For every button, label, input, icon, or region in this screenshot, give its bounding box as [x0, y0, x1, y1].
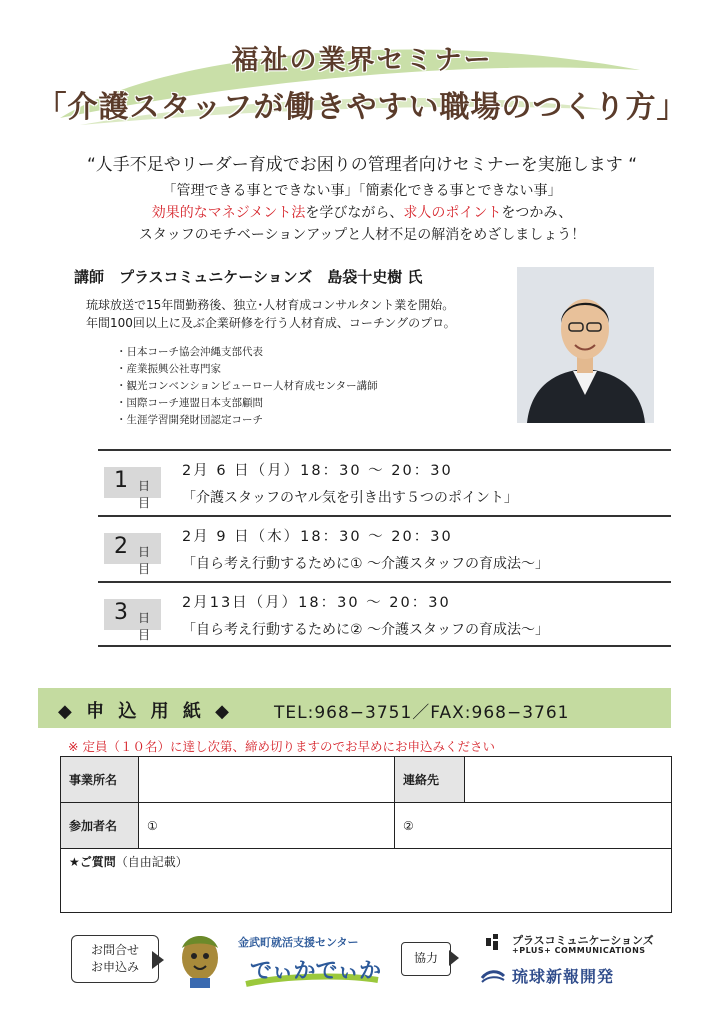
intro-highlight-management: 効果的なマネジメント法	[151, 205, 306, 221]
lead-text: “人手不足やリーダー育成でお困りの管理者向けセミナーを実施します “	[86, 155, 638, 175]
lecturer-credentials	[116, 344, 378, 429]
ryukyu-company-name: 琉球新報開発	[512, 967, 615, 986]
arrow-right-icon	[152, 951, 164, 969]
day-badge	[104, 467, 161, 510]
day-number: 2	[114, 534, 128, 559]
center-name: 金武町就活支援センター	[238, 936, 359, 949]
center-logo-text: でぃかでぃか	[250, 959, 382, 984]
session-title: 「介護スタッフのヤル気を引き出す５つのポイント」	[182, 490, 518, 506]
credential-item: ・産業振興公社専門家	[116, 363, 221, 375]
credential-item: ・生涯学習開発財団認定コーチ	[116, 414, 263, 426]
mascot-icon	[168, 928, 232, 992]
participant-1-marker: ①	[147, 818, 158, 833]
day-suffix: 日目	[138, 545, 151, 576]
contact-label-line-2: お申込み	[90, 960, 139, 974]
participant-1-input[interactable]	[139, 803, 395, 849]
form-row-company	[61, 757, 672, 803]
capacity-notice: ※ 定員（１０名）に達し次第、締め切りますのでお早めにお申込みください	[68, 739, 495, 754]
credential-item: ・国際コーチ連盟日本支部顧問	[116, 397, 263, 409]
session-3	[98, 581, 671, 647]
label-participants: 参加者名	[61, 803, 139, 849]
form-row-participants	[61, 803, 672, 849]
application-form	[60, 756, 672, 913]
questions-input[interactable]	[61, 849, 672, 913]
session-title: 「自ら考え行動するために① ～介護スタッフの育成法～」	[182, 556, 549, 572]
questions-note: （自由記載）	[115, 855, 188, 869]
intro-end: をつかみ、	[501, 205, 573, 221]
day-number: 3	[114, 600, 128, 625]
label-questions: ★ご質問	[69, 855, 116, 869]
plus-company-name: プラスコミュニケーションズ	[512, 934, 654, 947]
day-number: 1	[114, 468, 128, 493]
lecturer-description	[86, 296, 456, 332]
cooperation-label-box: 協力	[401, 942, 451, 976]
title-line-1: 福祉の業界セミナー	[231, 45, 493, 76]
contact-label-line-1: お問合せ	[90, 943, 139, 957]
intro-mid: を学びながら、	[305, 205, 404, 221]
lecturer-heading: 講師 プラスコミュニケーションズ 島袋十史樹 氏	[74, 268, 423, 286]
intro-line-1: 「管理できる事とできない事」「簡素化できる事とできない事」	[162, 183, 562, 199]
session-2	[98, 515, 671, 581]
session-date: 2月 6 日（月）18：30 ～ 20：30	[182, 463, 453, 479]
contact-input[interactable]	[465, 757, 672, 803]
session-title: 「自ら考え行動するために② ～介護スタッフの育成法～」	[182, 622, 549, 638]
day-suffix: 日目	[138, 611, 151, 642]
company-input[interactable]	[139, 757, 395, 803]
session-1	[98, 449, 671, 515]
center-logo	[242, 950, 382, 990]
intro-highlight-recruit: 求人のポイント	[403, 205, 502, 221]
session-date: 2月 9 日（木）18：30 ～ 20：30	[182, 529, 453, 545]
ryukyu-logo-icon	[480, 966, 506, 984]
day-suffix: 日目	[138, 479, 151, 510]
contact-label-box	[71, 935, 159, 983]
credential-item: ・観光コンベンションビューロー人材育成センター講師	[116, 380, 378, 392]
arrow-right-icon	[449, 950, 459, 966]
plus-logo-icon	[484, 932, 504, 952]
lecturer-desc-line-2: 年間100回以上に及ぶ企業研修を行う人材育成、コーチングのプロ。	[86, 316, 456, 330]
intro-line-2	[0, 202, 724, 224]
application-header-bar	[38, 688, 671, 728]
intro-text	[0, 180, 724, 246]
credential-item: ・日本コーチ協会沖縄支部代表	[116, 346, 263, 358]
tel-fax: TEL:968−3751／FAX:968−3761	[274, 703, 570, 723]
participant-2-input[interactable]	[395, 803, 672, 849]
day-badge	[104, 599, 161, 642]
participant-2-marker: ②	[403, 818, 414, 833]
lecturer-desc-line-1: 琉球放送で15年間勤務後、独立･人材育成コンサルタント業を開始。	[86, 298, 455, 312]
day-badge	[104, 533, 161, 576]
form-row-questions	[61, 849, 672, 913]
label-contact: 連絡先	[395, 757, 465, 803]
application-title: ◆ 申 込 用 紙 ◆	[58, 701, 234, 722]
session-date: 2月13日（月）18：30 ～ 20：30	[182, 595, 451, 611]
intro-line-3: スタッフのモチベーションアップと人材不足の解消をめざしましょう！	[138, 227, 586, 243]
label-company: 事業所名	[61, 757, 139, 803]
lecturer-photo	[517, 267, 654, 423]
title-line-2: 「介護スタッフが働きやすい職場のつくり方」	[36, 90, 688, 125]
plus-company-subtitle: +PLUS+ COMMUNICATIONS	[512, 946, 646, 955]
